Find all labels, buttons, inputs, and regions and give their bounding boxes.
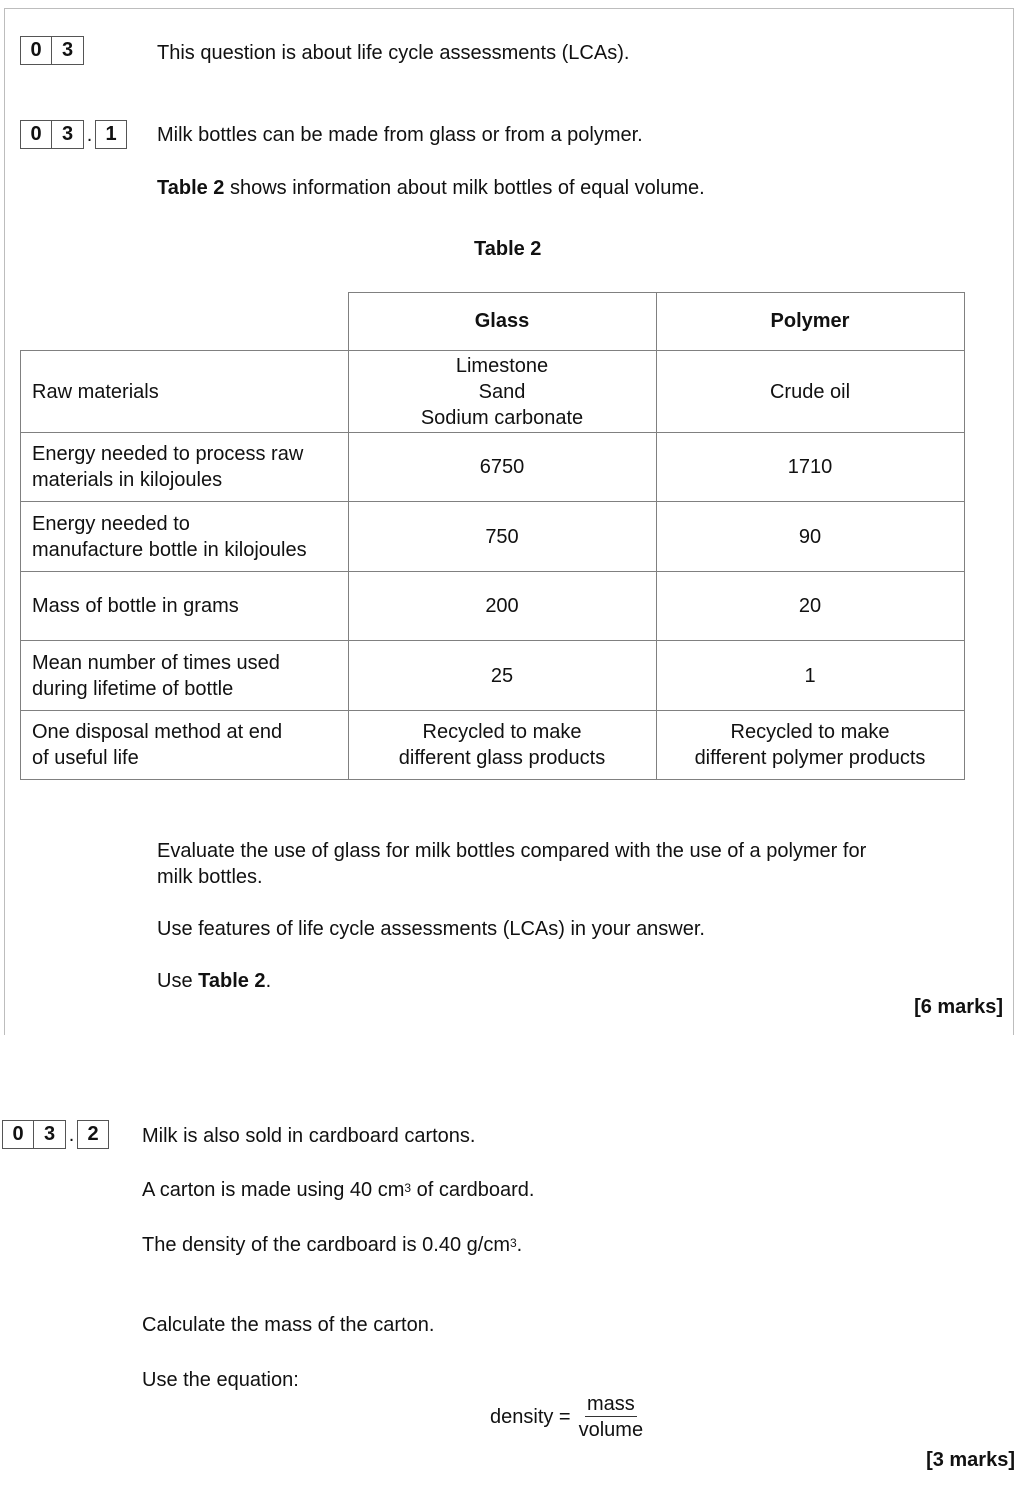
label-line: manufacture bottle in kilojoules	[32, 538, 307, 561]
superscript: 3	[404, 1181, 412, 1195]
digit: 0	[20, 36, 52, 65]
decimal-dot: .	[86, 124, 93, 146]
marks-3: [3 marks]	[926, 1449, 1015, 1471]
label-line: Mean number of times used	[32, 651, 280, 674]
density-equation	[490, 1392, 643, 1443]
label-line: Energy needed to process raw	[32, 443, 304, 465]
text: of cardboard.	[411, 1179, 535, 1201]
header-glass: Glass	[348, 293, 656, 351]
row-label: Mass of bottle in grams	[21, 572, 349, 641]
table-row	[21, 351, 965, 433]
table-row	[21, 572, 965, 641]
glass-cell: 25	[348, 641, 656, 711]
label-line: materials in kilojoules	[32, 469, 223, 491]
text: .	[516, 1234, 523, 1256]
question-number-03-1	[20, 119, 127, 150]
superscript: 3	[509, 1236, 517, 1250]
cell-line: Recycled to make	[730, 721, 890, 743]
digit: 3	[34, 1120, 66, 1149]
table-ref-rest: shows information about milk bottles of equal volume.	[224, 177, 705, 199]
question-text: Milk is also sold in cardboard cartons.	[142, 1125, 476, 1147]
row-label	[21, 502, 349, 572]
digit: 0	[20, 120, 52, 149]
polymer-cell: 90	[656, 502, 964, 572]
use-prefix: Use	[157, 970, 199, 992]
polymer-cell: Crude oil	[656, 351, 964, 433]
row-label	[21, 711, 349, 780]
table-row	[21, 433, 965, 502]
digit: 3	[52, 36, 84, 65]
cell-line: different polymer products	[694, 747, 926, 769]
denominator: volume	[578, 1419, 644, 1441]
header-blank	[21, 293, 349, 351]
label-line: Energy needed to	[32, 512, 190, 535]
polymer-cell	[656, 711, 964, 780]
polymer-cell: 1710	[656, 433, 964, 502]
use-table-ref: Table 2	[198, 970, 266, 992]
table-row	[21, 641, 965, 711]
carton-volume-text	[142, 1177, 534, 1203]
row-label	[21, 351, 349, 433]
table-row	[21, 502, 965, 572]
label-line: of useful life	[32, 747, 139, 769]
glass-cell	[348, 351, 656, 433]
cell-line: Limestone	[455, 354, 549, 377]
polymer-cell: 1	[656, 641, 964, 711]
evaluate-line-2: milk bottles.	[157, 866, 263, 888]
fraction	[579, 1392, 643, 1443]
digit: 1	[95, 120, 127, 149]
polymer-cell: 20	[656, 572, 964, 641]
glass-cell: 200	[348, 572, 656, 641]
row-label	[21, 641, 349, 711]
text: A carton is made using 40 cm	[142, 1179, 405, 1201]
equation-lhs: density =	[490, 1406, 571, 1428]
use-suffix: .	[265, 970, 272, 992]
table-header-row	[21, 293, 965, 351]
use-equation-text: Use the equation:	[142, 1369, 299, 1391]
question-number-03-2	[2, 1119, 109, 1150]
question-number-03	[20, 36, 84, 65]
glass-cell: 6750	[348, 433, 656, 502]
density-text	[142, 1232, 522, 1258]
header-polymer: Polymer	[656, 293, 964, 351]
digit: 3	[52, 120, 84, 149]
digit: 2	[77, 1120, 109, 1149]
table-ref: Table 2	[157, 177, 225, 199]
digit: 0	[2, 1120, 34, 1149]
glass-cell: 750	[348, 502, 656, 572]
evaluate-line-1: Evaluate the use of glass for milk bottles compared with the use of a polymer for	[157, 840, 867, 862]
decimal-dot: .	[68, 1124, 75, 1146]
label-line: One disposal method at end	[32, 721, 283, 743]
text: The density of the cardboard is 0.40 g/cm	[142, 1234, 510, 1256]
label-line: during lifetime of bottle	[32, 677, 234, 700]
glass-cell	[348, 711, 656, 780]
cell-line: Sand	[478, 380, 526, 403]
marks-6: [6 marks]	[914, 996, 1003, 1018]
row-label	[21, 433, 349, 502]
table-reference-text	[157, 175, 705, 201]
table-row	[21, 711, 965, 780]
cell-line: Recycled to make	[422, 721, 582, 743]
calculate-text: Calculate the mass of the carton.	[142, 1314, 435, 1336]
numerator: mass	[586, 1393, 635, 1415]
table-title: Table 2	[474, 238, 542, 260]
lca-table	[20, 292, 965, 780]
cell-line: Sodium carbonate	[420, 406, 584, 429]
question-text: Milk bottles can be made from glass or from a polymer.	[157, 124, 643, 146]
label-text: Raw materials	[32, 380, 159, 403]
use-features-text: Use features of life cycle assessments (LCAs) in your answer.	[157, 918, 705, 940]
use-table-text	[157, 968, 271, 994]
cell-line: different glass products	[398, 747, 606, 769]
question-intro: This question is about life cycle assessments (LCAs).	[157, 42, 630, 64]
